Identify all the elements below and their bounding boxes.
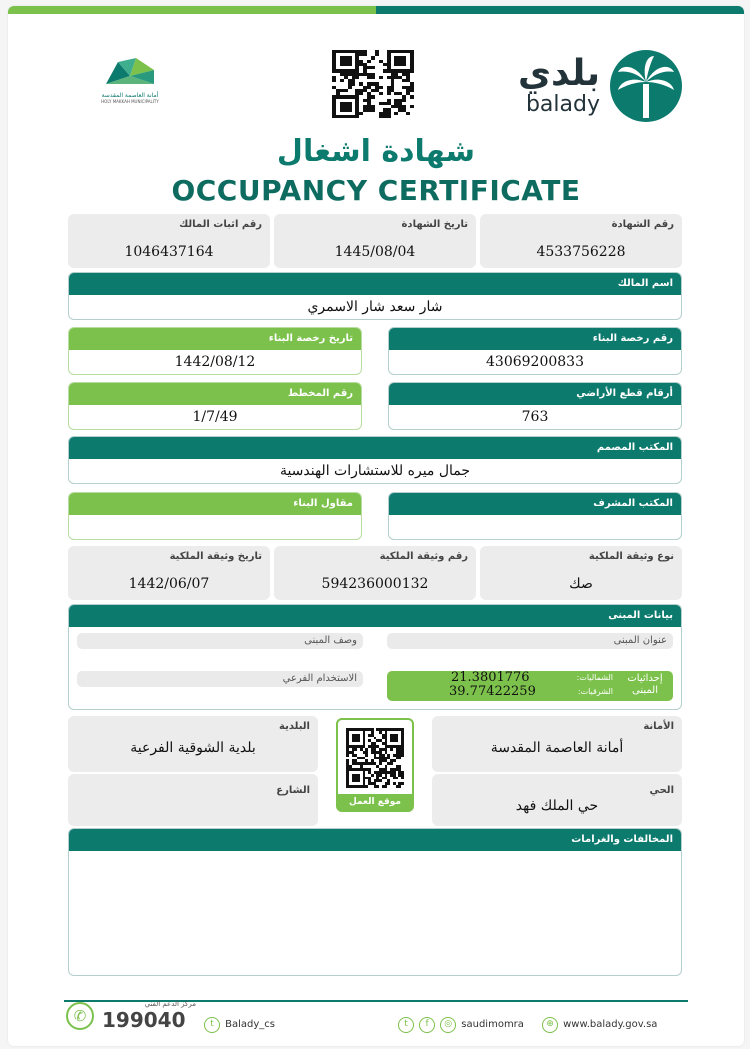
- work-site-qr-code: [346, 728, 404, 788]
- owner-name-label: اسم المالك: [69, 273, 681, 295]
- deed-type-value: صك: [569, 576, 593, 592]
- balady-brand-arabic: بلدي: [517, 53, 600, 94]
- website-link[interactable]: www.balady.gov.sa: [563, 1019, 658, 1030]
- contractor-field: [68, 492, 362, 540]
- east-value: 39.77422259: [449, 684, 536, 699]
- baladiya-field: [68, 716, 318, 772]
- twitter-handle[interactable]: Balady_cs: [225, 1019, 275, 1030]
- coordinates-label: إحداثيات المبنى: [627, 673, 663, 696]
- deed-date-field: [68, 546, 270, 600]
- amana-value: أمانة العاصمة المقدسة: [490, 740, 624, 756]
- sub-use-label: الاستخدام الفرعي: [282, 673, 357, 684]
- plan-number-label: رقم المخطط: [69, 383, 361, 405]
- title-arabic: شهادة اشغال: [276, 134, 476, 169]
- permit-date-value: 1442/08/12: [174, 354, 256, 370]
- globe-icon: ⊕: [542, 1017, 558, 1033]
- owner-name-value: شار سعد شار الاسمري: [307, 299, 443, 315]
- support-block: [66, 1000, 206, 1040]
- website-block: [542, 1014, 657, 1033]
- building-description-row: [77, 633, 363, 649]
- balady-logo: [512, 50, 682, 122]
- work-site-qr-card: [336, 718, 414, 812]
- certificate-page: [8, 6, 744, 1046]
- amana-field: [432, 716, 682, 772]
- municipality-logo-subtext: HOLY MAKKAH MUNICIPALITY: [101, 99, 159, 104]
- owner-id-label: رقم اثبات المالك: [179, 219, 262, 230]
- permit-number-label: رقم رخصة البناء: [389, 328, 681, 350]
- building-address-row: [387, 633, 673, 649]
- district-field: [432, 774, 682, 826]
- contractor-label: مقاول البناء: [69, 493, 361, 515]
- twitter-icon: t: [398, 1017, 414, 1033]
- violations-section: [68, 828, 682, 976]
- plots-field: [388, 382, 682, 430]
- contractor-value: [69, 515, 361, 519]
- designer-office-field: [68, 436, 682, 484]
- coordinates-bar: [387, 671, 673, 701]
- deed-date-value: 1442/06/07: [128, 576, 210, 592]
- social-handle[interactable]: saudimomra: [461, 1019, 524, 1030]
- designer-office-label: المكتب المصمم: [69, 437, 681, 459]
- owner-name-field: [68, 272, 682, 320]
- deed-number-value: 594236000132: [321, 576, 429, 592]
- support-number: 199040: [102, 1008, 186, 1032]
- sub-use-row: [77, 671, 363, 687]
- permit-number-value: 43069200833: [486, 354, 584, 370]
- cert-date-field: [274, 214, 476, 268]
- violations-label: المخالفات والغرامات: [69, 829, 681, 851]
- street-field: [68, 774, 318, 826]
- amana-label: الأمانة: [643, 721, 674, 732]
- municipality-logo-text: أمانة العاصمة المقدسة: [101, 92, 159, 99]
- building-data-label: بيانات المبنى: [69, 605, 681, 627]
- balady-brand-english: balady: [525, 92, 600, 117]
- east-label: الشرقيات:: [577, 687, 613, 696]
- twitter-icon: t: [204, 1017, 220, 1033]
- building-description-label: وصف المبنى: [304, 635, 357, 646]
- instagram-icon: ◎: [440, 1017, 456, 1033]
- building-data-section: [68, 604, 682, 710]
- plots-value: 763: [521, 409, 549, 425]
- supervisor-office-label: المكتب المشرف: [389, 493, 681, 515]
- permit-number-field: [388, 327, 682, 375]
- certificate-qr-code: [332, 50, 414, 118]
- deed-type-label: نوع وثيقة الملكية: [588, 551, 674, 562]
- owner-id-field: [68, 214, 270, 268]
- top-color-bar: [8, 6, 744, 14]
- deed-type-field: [480, 546, 682, 600]
- facebook-icon: f: [419, 1017, 435, 1033]
- phone-icon: ✆: [66, 1002, 94, 1030]
- cert-number-label: رقم الشهادة: [611, 219, 674, 230]
- north-value: 21.3801776: [451, 670, 530, 685]
- deed-date-label: تاريخ وثيقة الملكية: [169, 551, 262, 562]
- baladiya-value: بلدية الشوقية الفرعية: [130, 740, 256, 756]
- permit-date-field: [68, 327, 362, 375]
- cert-date-value: 1445/08/04: [334, 244, 416, 260]
- designer-office-value: جمال ميره للاستشارات الهندسية: [279, 463, 471, 479]
- plots-label: أرقام قطع الأراضي: [389, 383, 681, 405]
- violations-value: [69, 851, 681, 855]
- title-english: OCCUPANCY CERTIFICATE: [171, 174, 581, 207]
- owner-id-value: 1046437164: [124, 244, 214, 260]
- support-label: مركز الدعم الفني: [144, 1000, 196, 1008]
- work-site-label: موقع العمل: [338, 794, 412, 810]
- municipality-logo: [94, 54, 166, 124]
- plan-number-value: 1/7/49: [192, 409, 238, 425]
- district-label: الحي: [649, 785, 674, 796]
- twitter-block: [204, 1014, 275, 1033]
- building-address-label: عنوان المبنى: [613, 635, 667, 646]
- north-label: الشماليات:: [576, 673, 613, 682]
- supervisor-office-value: [389, 515, 681, 519]
- supervisor-office-field: [388, 492, 682, 540]
- district-value: حي الملك فهد: [515, 798, 599, 814]
- street-label: الشارع: [276, 785, 310, 796]
- social-block: [398, 1014, 524, 1033]
- palm-icon: [610, 50, 682, 122]
- cert-date-label: تاريخ الشهادة: [401, 219, 468, 230]
- municipality-emblem-icon: [102, 54, 158, 88]
- deed-number-field: [274, 546, 476, 600]
- permit-date-label: تاريخ رخصة البناء: [69, 328, 361, 350]
- plan-number-field: [68, 382, 362, 430]
- deed-number-label: رقم وثيقة الملكية: [379, 551, 468, 562]
- cert-number-value: 4533756228: [536, 244, 626, 260]
- baladiya-label: البلدية: [279, 721, 310, 732]
- cert-number-field: [480, 214, 682, 268]
